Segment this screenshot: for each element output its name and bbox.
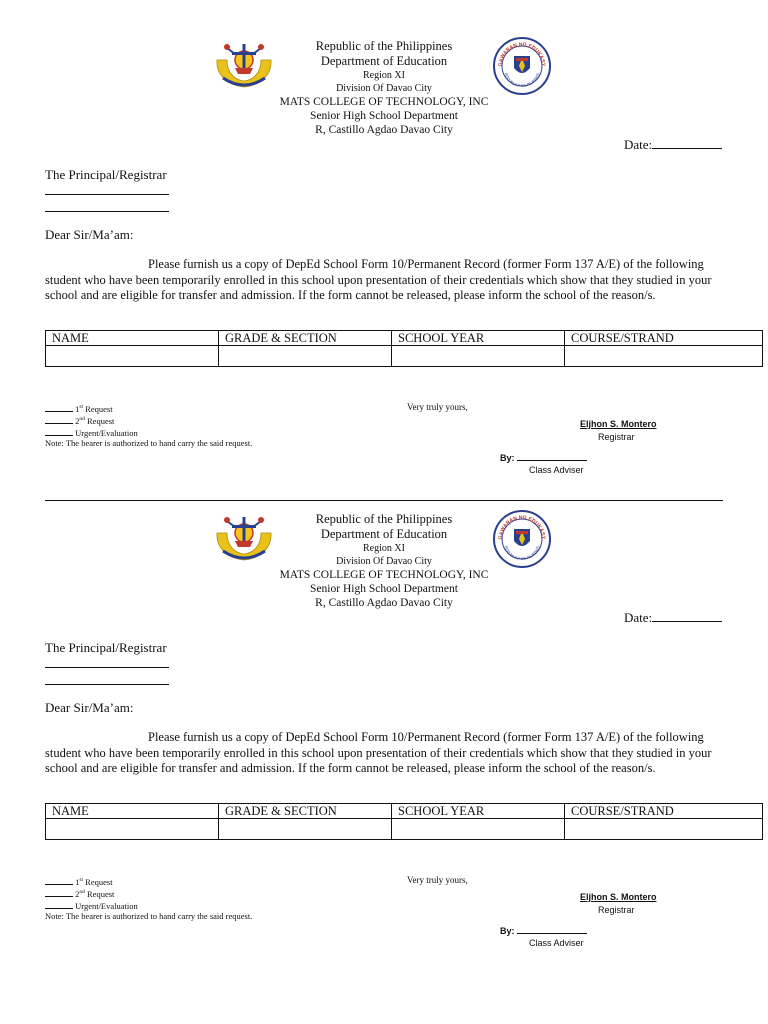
recipient-line-2[interactable] bbox=[45, 684, 169, 685]
header-republic: Republic of the Philippines bbox=[315, 512, 453, 526]
date-label: Date: bbox=[624, 610, 653, 625]
col-course-strand: COURSE/STRAND bbox=[565, 804, 763, 819]
cell-grade-section[interactable] bbox=[219, 819, 392, 840]
first-request[interactable]: 1st Request bbox=[45, 875, 252, 887]
recipient: The Principal/Registrar bbox=[45, 640, 167, 655]
registrar-title: Registrar bbox=[598, 432, 635, 442]
closing: Very truly yours, bbox=[407, 875, 468, 885]
cell-school-year[interactable] bbox=[392, 819, 565, 840]
salutation: Dear Sir/Ma’am: bbox=[45, 700, 134, 715]
header-division: Division Of Davao City bbox=[336, 556, 432, 567]
seal-subtext: REPUBLIKA NG PILIPINAS bbox=[503, 545, 541, 562]
recipient-line-2[interactable] bbox=[45, 211, 169, 212]
by-label: By: bbox=[500, 926, 515, 936]
registrar-title: Registrar bbox=[598, 905, 635, 915]
second-request[interactable]: 2nd Request bbox=[45, 414, 252, 426]
col-school-year: SCHOOL YEAR bbox=[392, 804, 565, 819]
urgent-request[interactable]: Urgent/Evaluation bbox=[45, 427, 252, 439]
header-school-name: MATS COLLEGE OF TECHNOLOGY, INC bbox=[279, 569, 489, 581]
col-course-strand: COURSE/STRAND bbox=[565, 331, 763, 346]
table-header-row bbox=[46, 804, 763, 819]
cell-school-year[interactable] bbox=[392, 346, 565, 367]
class-adviser-label: Class Adviser bbox=[529, 938, 584, 948]
col-school-year: SCHOOL YEAR bbox=[392, 331, 565, 346]
header-department: Department of Education bbox=[320, 527, 448, 541]
col-grade-section: GRADE & SECTION bbox=[219, 331, 392, 346]
header-region: Region XI bbox=[363, 543, 405, 554]
cell-course-strand[interactable] bbox=[565, 346, 763, 367]
student-table bbox=[45, 803, 763, 840]
deped-seal-icon bbox=[492, 36, 552, 96]
cell-name[interactable] bbox=[46, 346, 219, 367]
header-school-name: MATS COLLEGE OF TECHNOLOGY, INC bbox=[279, 96, 489, 108]
registrar-name: Eljhon S. Montero bbox=[580, 419, 657, 429]
col-name: NAME bbox=[46, 331, 219, 346]
date-field[interactable] bbox=[624, 137, 722, 153]
date-label: Date: bbox=[624, 137, 653, 152]
deped-seal-icon bbox=[492, 509, 552, 569]
recipient: The Principal/Registrar bbox=[45, 167, 167, 182]
header-department-shs: Senior High School Department bbox=[310, 110, 458, 122]
bearer-note: Note: The bearer is authorized to hand carry the said request. bbox=[45, 911, 253, 922]
request-form-copy-1 bbox=[0, 30, 768, 504]
col-name: NAME bbox=[46, 804, 219, 819]
second-request[interactable]: 2nd Request bbox=[45, 887, 252, 899]
table-row bbox=[46, 819, 763, 840]
by-signature[interactable] bbox=[500, 452, 587, 463]
request-form-copy-2 bbox=[0, 503, 768, 977]
by-signature[interactable] bbox=[500, 925, 587, 936]
seal-text: GAWARAN NG EDUKASY bbox=[497, 41, 547, 67]
bearer-note: Note: The bearer is authorized to hand carry the said request. bbox=[45, 438, 253, 449]
cell-course-strand[interactable] bbox=[565, 819, 763, 840]
header-department: Department of Education bbox=[320, 54, 448, 68]
header-address: R, Castillo Agdao Davao City bbox=[315, 597, 453, 609]
request-checklist bbox=[45, 875, 252, 922]
date-field[interactable] bbox=[624, 610, 722, 626]
class-adviser-label: Class Adviser bbox=[529, 465, 584, 475]
salutation: Dear Sir/Ma’am: bbox=[45, 227, 134, 242]
header-republic: Republic of the Philippines bbox=[315, 39, 453, 53]
header-address: R, Castillo Agdao Davao City bbox=[315, 124, 453, 136]
request-checklist bbox=[45, 402, 252, 449]
registrar-name: Eljhon S. Montero bbox=[580, 892, 657, 902]
col-grade-section: GRADE & SECTION bbox=[219, 804, 392, 819]
header-division: Division Of Davao City bbox=[336, 83, 432, 94]
recipient-line-1[interactable] bbox=[45, 194, 169, 195]
urgent-request[interactable]: Urgent/Evaluation bbox=[45, 900, 252, 912]
cell-name[interactable] bbox=[46, 819, 219, 840]
student-table bbox=[45, 330, 763, 367]
by-label: By: bbox=[500, 453, 515, 463]
letterhead bbox=[264, 39, 504, 137]
table-header-row bbox=[46, 331, 763, 346]
request-body: Please furnish us a copy of DepEd School Form 10/Permanent Record (former Form 137 A/E) of the following student who have been temporarily enrolled in this school upon presentation of their credentials which show that they studied in your school and are eligible for transfer and admission. If the form cannot be released, please inform the school of the reason/s. bbox=[45, 730, 712, 775]
first-request[interactable]: 1st Request bbox=[45, 402, 252, 414]
table-row bbox=[46, 346, 763, 367]
letterhead bbox=[264, 512, 504, 610]
cell-grade-section[interactable] bbox=[219, 346, 392, 367]
header-region: Region XI bbox=[363, 70, 405, 81]
header-department-shs: Senior High School Department bbox=[310, 583, 458, 595]
recipient-line-1[interactable] bbox=[45, 667, 169, 668]
cut-divider bbox=[45, 500, 723, 501]
request-body: Please furnish us a copy of DepEd School Form 10/Permanent Record (former Form 137 A/E) of the following student who have been temporarily enrolled in this school upon presentation of their credentials which show that they studied in your school and are eligible for transfer and admission. If the form cannot be released, please inform the school of the reason/s. bbox=[45, 257, 712, 302]
closing: Very truly yours, bbox=[407, 402, 468, 412]
seal-subtext: REPUBLIKA NG PILIPINAS bbox=[503, 72, 541, 89]
seal-text: GAWARAN NG EDUKASY bbox=[497, 514, 547, 540]
